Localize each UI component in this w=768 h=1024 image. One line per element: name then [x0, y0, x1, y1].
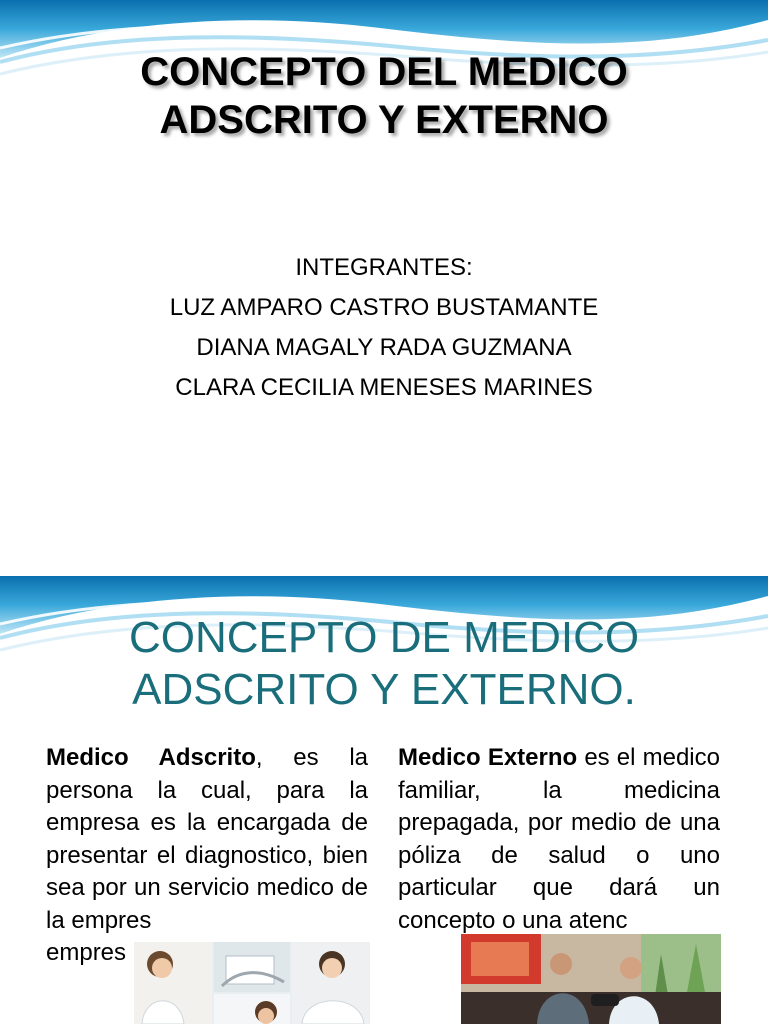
adscrito-text: , es la persona la cual, para la empresa es la encargada de presentar el diagnostico, bien sea por un servicio medico de la empres: [46, 744, 368, 934]
member-name: LUZ AMPARO CASTRO BUSTAMANTE: [169, 294, 599, 321]
member-name: CLARA CECILIA MENESES MARINES: [175, 374, 593, 401]
medical-staff-photo-collage: [134, 942, 370, 1024]
adscrito-text-last-line: empres: [46, 939, 127, 966]
slide-title: [0, 612, 768, 716]
slide-2: [0, 576, 768, 1024]
presentation-title: [0, 48, 768, 144]
adscrito-definition: [46, 742, 368, 970]
externo-text: es el medico familiar, la medicina prepagada, por medio de una póliza de salud o uno particular que dará un concepto o una atenc: [398, 744, 720, 934]
members-heading: INTEGRANTES:: [295, 254, 473, 281]
title-line-2: ADSCRITO Y EXTERNO: [159, 98, 609, 142]
doctor-patient-photo: [461, 934, 721, 1024]
term-medico-externo: Medico Externo: [398, 744, 578, 771]
members-block: [0, 248, 768, 408]
title-line-1: CONCEPTO DE MEDICO: [128, 613, 640, 662]
member-name: DIANA MAGALY RADA GUZMANA: [196, 334, 572, 361]
title-line-2: ADSCRITO Y EXTERNO.: [132, 665, 636, 714]
term-medico-adscrito: Medico Adscrito: [46, 744, 256, 771]
externo-definition: [398, 742, 720, 937]
title-line-1: CONCEPTO DEL MEDICO: [140, 50, 628, 94]
